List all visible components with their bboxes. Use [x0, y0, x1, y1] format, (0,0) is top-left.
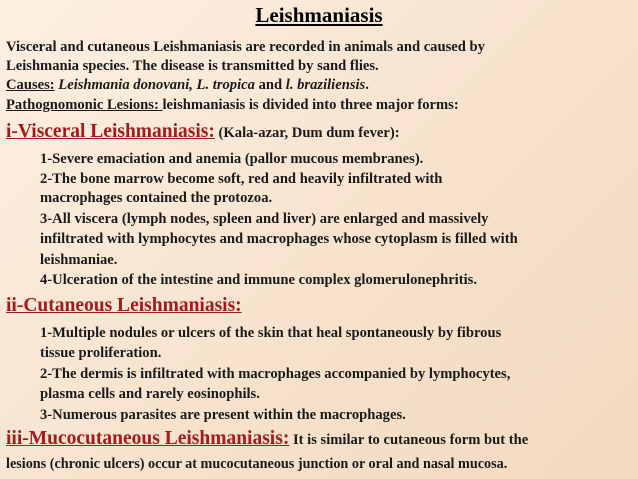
lesions-text: leishmaniasis is divided into three major forms: — [162, 97, 459, 113]
causes-species-2: l. braziliensis — [285, 77, 366, 93]
intro-line-2: Leishmania species. The disease is transmitted by sand flies. — [6, 58, 379, 74]
visceral-item: leishmaniae. — [40, 252, 118, 268]
mucocutaneous-text: It is similar to cutaneous form but the — [289, 432, 529, 448]
cutaneous-item: tissue proliferation. — [40, 345, 162, 361]
intro-line-1: Visceral and cutaneous Leishmaniasis are recorded in animals and caused by — [6, 39, 485, 55]
slide-title: Leishmaniasis — [255, 3, 383, 27]
cutaneous-item: plasma cells and rarely eosinophils. — [40, 386, 260, 402]
cutaneous-item: 3-Numerous parasites are present within the macrophages. — [40, 407, 406, 423]
mucocutaneous-heading: iii-Mucocutaneous Leishmaniasis: — [6, 428, 290, 449]
cutaneous-heading-line — [6, 294, 242, 319]
visceral-item: 3-All viscera (lymph nodes, spleen and liver) are enlarged and massively — [40, 211, 489, 227]
mucocutaneous-line-2: lesions (chronic ulcers) occur at mucocutaneous junction or oral and nasal mucosa. — [6, 456, 508, 472]
cutaneous-item: 1-Multiple nodules or ulcers of the skin that heal spontaneously by fibrous — [40, 325, 502, 341]
mucocutaneous-heading-line — [6, 427, 528, 452]
visceral-heading-line — [6, 120, 400, 145]
visceral-item: 4-Ulceration of the intestine and immune complex glomerulonephritis. — [40, 272, 477, 288]
cutaneous-item: 2-The dermis is infiltrated with macrophages accompanied by lymphocytes, — [40, 366, 511, 382]
causes-species-1: Leishmania donovani, L. tropica — [54, 77, 255, 93]
visceral-item: 2-The bone marrow become soft, red and heavily infiltrated with — [40, 171, 443, 187]
visceral-note: (Kala-azar, Dum dum fever): — [214, 125, 400, 141]
cutaneous-heading: ii-Cutaneous Leishmaniasis: — [6, 295, 242, 316]
causes-and: and — [254, 77, 286, 93]
visceral-item: 1-Severe emaciation and anemia (pallor mucous membranes). — [40, 151, 424, 167]
visceral-item: infiltrated with lymphocytes and macrophages whose cytoplasm is filled with — [40, 231, 518, 247]
causes-end: . — [365, 77, 369, 93]
causes-label: Causes: — [6, 77, 55, 93]
visceral-heading: i-Visceral Leishmaniasis: — [6, 121, 215, 142]
lesions-line — [6, 96, 459, 115]
lesions-label: Pathognomonic Lesions: — [6, 97, 163, 113]
visceral-item: macrophages contained the protozoa. — [40, 190, 273, 206]
causes-line — [6, 76, 369, 95]
